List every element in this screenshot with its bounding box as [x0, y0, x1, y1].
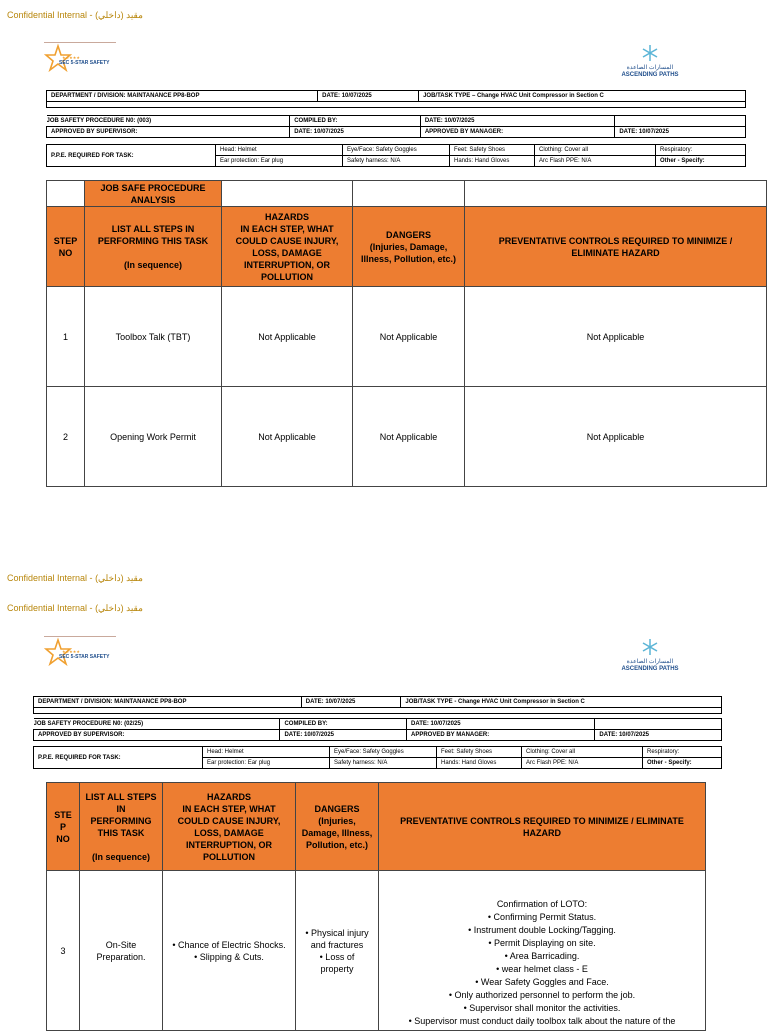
ppe-feet: Feet: Safety Shoes: [450, 145, 535, 156]
procedure-no: JOB SAFETY PROCEDURE N0: (003): [47, 116, 290, 127]
ppe-arc-flash: Arc Flash PPE: N/A: [535, 156, 656, 167]
ppe-eye: Eye/Face: Safety Goggles: [330, 747, 437, 758]
ppe-table-p1: [46, 144, 746, 167]
date-top: DATE: 10/07/2025: [301, 697, 401, 708]
procedure-table-p2: [46, 782, 706, 1031]
date-compiled: DATE: 10/07/2025: [420, 116, 615, 127]
ppe-ear: Ear protection: Ear plug: [203, 758, 330, 769]
svg-text:★★★★★: ★★★★★: [62, 649, 80, 654]
date-manager: DATE: 10/07/2025: [595, 730, 722, 741]
ppe-arc-flash: Arc Flash PPE: N/A: [522, 758, 643, 769]
approval-table-p1: [46, 115, 746, 138]
star-logo-icon: [44, 636, 116, 672]
ppe-head: Head: Helmet: [216, 145, 343, 156]
department: DEPARTMENT / DIVISION: MAINTANANCE PP8-BOP: [34, 697, 302, 708]
compiled-by: COMPILED BY:: [280, 719, 407, 730]
logo-english: ASCENDING PATHS: [621, 72, 679, 78]
approval-table-p2: [33, 718, 722, 741]
ppe-other: Other - Specify:: [656, 156, 746, 167]
compiled-by: COMPILED BY:: [290, 116, 421, 127]
table-row: [47, 387, 767, 487]
hazard-text: Not Applicable: [222, 287, 353, 387]
danger-text: • Physical injury and fractures • Loss of property: [296, 871, 379, 1031]
control-text: Confirmation of LOTO: • Confirming Permit Status. • Instrument double Locking/Tagging. • Permit Displaying on site. • Area Barricading. • wear helmet class - E • Wear Safety Goggles and Face. • Only authorized personnel to perform the job. • Supervisor shall monitor the activities. • Supervisor must conduct daily toolbox talk about the nature of the: [379, 871, 706, 1031]
logo-left-text: SEC 5-STAR SAFETY: [59, 654, 110, 660]
snowflake-icon: [640, 638, 660, 656]
svg-text:★★★★★: ★★★★★: [62, 55, 80, 60]
step-text: Toolbox Talk (TBT): [85, 287, 222, 387]
col-controls: PREVENTATIVE CONTROLS REQUIRED TO MINIMIZE / ELIMINATE HAZARD: [465, 207, 767, 287]
hazard-text: • Chance of Electric Shocks. • Slipping & Cuts.: [163, 871, 296, 1031]
ppe-respiratory: Respiratory:: [643, 747, 722, 758]
col-steps: LIST ALL STEPS IN PERFORMING THIS TASK (In sequence): [80, 783, 163, 871]
star-logo-icon: [44, 42, 116, 78]
ppe-respiratory: Respiratory:: [656, 145, 746, 156]
sec-5-star-safety-logo: [44, 636, 116, 677]
logo-left-text: SEC 5-STAR SAFETY: [59, 60, 110, 66]
ppe-head: Head: Helmet: [203, 747, 330, 758]
col-dangers: DANGERS (Injuries, Damage, Illness, Pollution, etc.): [296, 783, 379, 871]
date-supervisor: DATE: 10/07/2025: [290, 127, 421, 138]
approved-supervisor: APPROVED BY SUPERVISOR:: [47, 127, 290, 138]
procedure-table-p1: [46, 180, 767, 487]
control-text: Not Applicable: [465, 287, 767, 387]
procedure-no: JOB SAFETY PROCEDURE N0: (02/25): [34, 719, 280, 730]
confidential-label: Confidential Internal - مقيد (داخلي): [7, 603, 143, 613]
table-row: [47, 287, 767, 387]
col-controls: PREVENTATIVE CONTROLS REQUIRED TO MINIMIZE / ELIMINATE HAZARD: [379, 783, 706, 871]
col-steps: LIST ALL STEPS IN PERFORMING THIS TASK (In sequence): [85, 207, 222, 287]
ascending-paths-logo: [608, 638, 692, 673]
job-info-table-p1: [46, 90, 746, 108]
job-type: JOB/TASK TYPE - Change HVAC Unit Compressor in Section C: [401, 697, 722, 708]
date-top: DATE: 10/07/2025: [318, 91, 419, 102]
ppe-ear: Ear protection: Ear plug: [216, 156, 343, 167]
confidential-label: Confidential Internal - مقيد (داخلي): [7, 10, 143, 20]
approved-supervisor: APPROVED BY SUPERVISOR:: [34, 730, 280, 741]
logo-arabic: المسارات الصاعدة: [626, 659, 674, 665]
col-hazards: HAZARDS IN EACH STEP, WHAT COULD CAUSE INJURY, LOSS, DAMAGE INTERRUPTION, OR POLLUTION: [163, 783, 296, 871]
date-supervisor: DATE: 10/07/2025: [280, 730, 407, 741]
step-no: 1: [47, 287, 85, 387]
approved-manager: APPROVED BY MANAGER:: [407, 730, 595, 741]
col-step-no: STEP NO: [47, 207, 85, 287]
table-row: [47, 871, 706, 1031]
step-no: 2: [47, 387, 85, 487]
date-manager: DATE: 10/07/2025: [615, 127, 746, 138]
ppe-hands: Hands: Hand Gloves: [437, 758, 522, 769]
ppe-other: Other - Specify:: [643, 758, 722, 769]
col-hazards: HAZARDS IN EACH STEP, WHAT COULD CAUSE INJURY, LOSS, DAMAGE INTERRUPTION, OR POLLUTION: [222, 207, 353, 287]
ppe-clothing: Clothing: Cover all: [535, 145, 656, 156]
snowflake-icon: [640, 44, 660, 62]
danger-text: Not Applicable: [353, 387, 465, 487]
ascending-paths-logo: [608, 44, 692, 79]
hazard-text: Not Applicable: [222, 387, 353, 487]
ppe-hands: Hands: Hand Gloves: [450, 156, 535, 167]
col-dangers: DANGERS (Injuries, Damage, Illness, Pollution, etc.): [353, 207, 465, 287]
department: DEPARTMENT / DIVISION: MAINTANANCE PP8-BOP: [47, 91, 318, 102]
ppe-feet: Feet: Safety Shoes: [437, 747, 522, 758]
job-type: JOB/TASK TYPE – Change HVAC Unit Compressor in Section C: [419, 91, 746, 102]
ppe-label: P.P.E. REQUIRED FOR TASK:: [34, 747, 203, 769]
ppe-eye: Eye/Face: Safety Goggles: [343, 145, 450, 156]
step-no: 3: [47, 871, 80, 1031]
ppe-harness: Safety harness: N/A: [343, 156, 450, 167]
step-text: Opening Work Permit: [85, 387, 222, 487]
control-text: Not Applicable: [465, 387, 767, 487]
ppe-label: P.P.E. REQUIRED FOR TASK:: [47, 145, 216, 167]
ppe-table-p2: [33, 746, 722, 769]
approved-manager: APPROVED BY MANAGER:: [420, 127, 615, 138]
step-text: On-Site Preparation.: [80, 871, 163, 1031]
col-step-no: STE P NO: [47, 783, 80, 871]
sec-5-star-safety-logo: [44, 42, 116, 83]
date-compiled: DATE: 10/07/2025: [407, 719, 595, 730]
analysis-title: JOB SAFE PROCEDURE ANALYSIS: [85, 181, 222, 207]
danger-text: Not Applicable: [353, 287, 465, 387]
logo-arabic: المسارات الصاعدة: [626, 65, 674, 71]
ppe-harness: Safety harness: N/A: [330, 758, 437, 769]
confidential-label: Confidential Internal - مقيد (داخلي): [7, 573, 143, 583]
ppe-clothing: Clothing: Cover all: [522, 747, 643, 758]
job-info-table-p2: [33, 696, 722, 714]
logo-english: ASCENDING PATHS: [621, 666, 679, 672]
